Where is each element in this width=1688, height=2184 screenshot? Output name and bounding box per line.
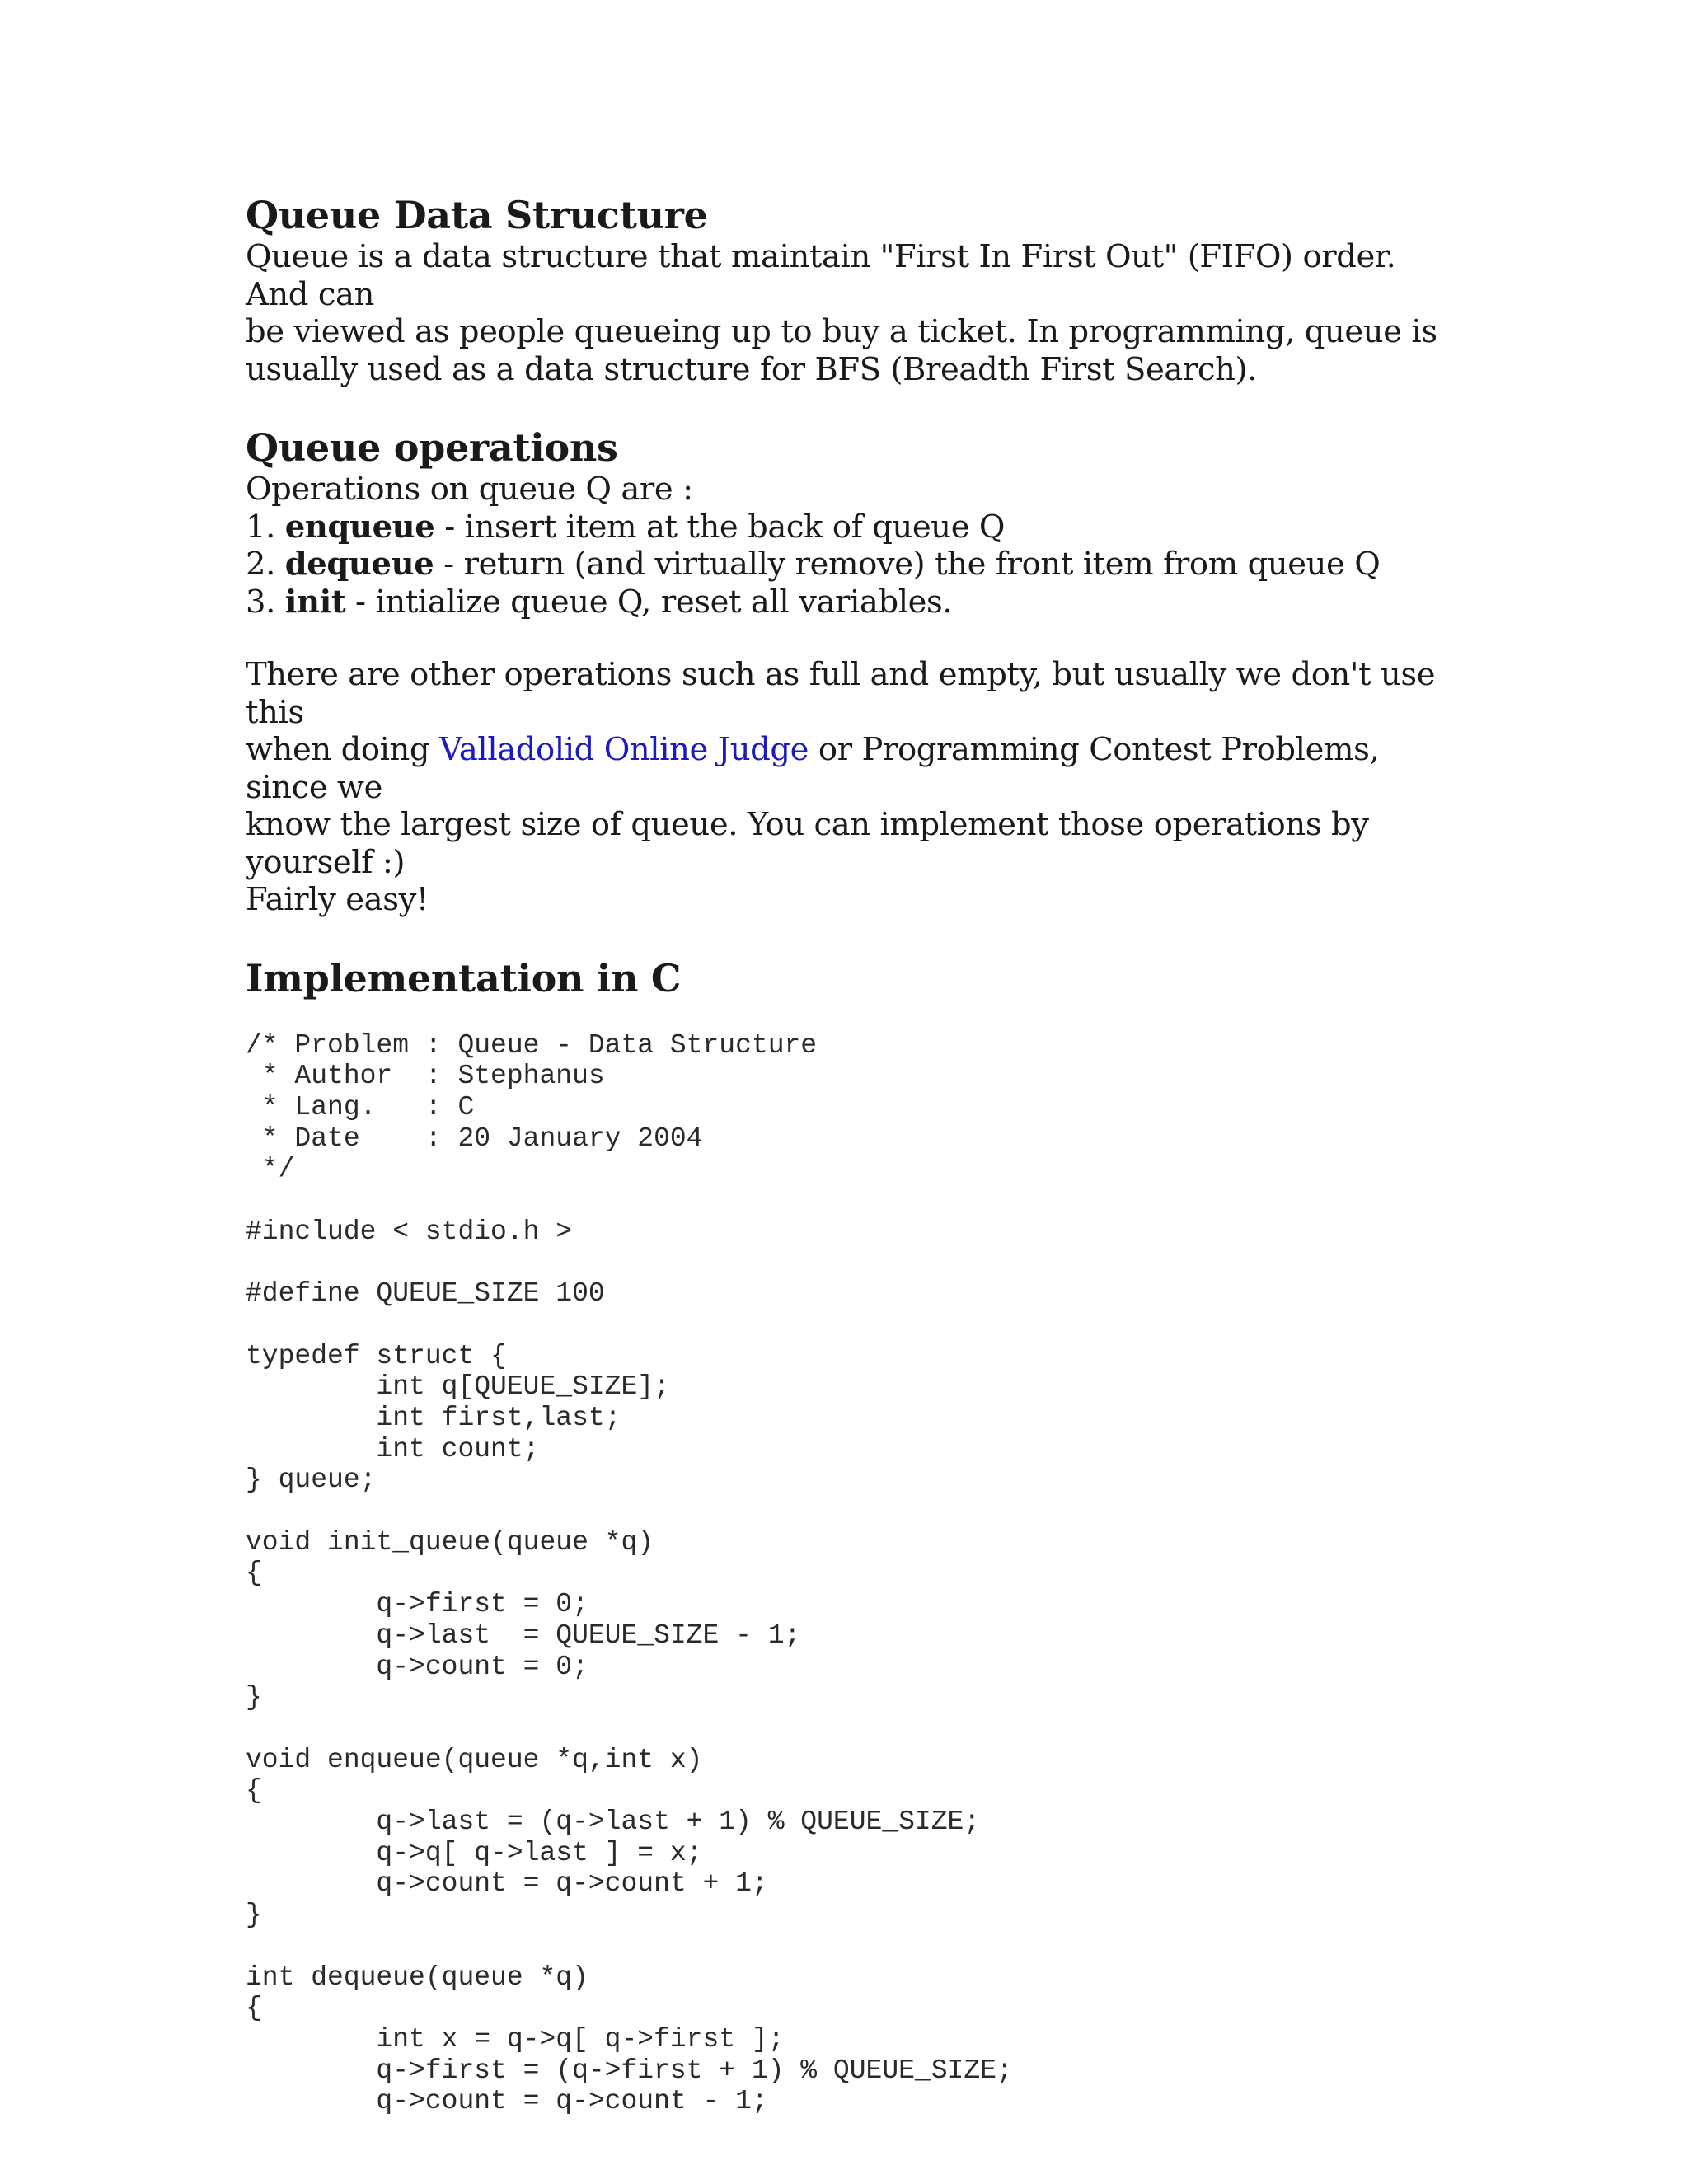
note-line-3: know the largest size of queue. You can implement those operations by yourself :)	[246, 806, 1369, 881]
operation-desc: - intialize queue Q, reset all variables.	[345, 583, 953, 621]
note-line-1: There are other operations such as full and empty, but usually we don't use this	[246, 656, 1436, 731]
intro-line-1: Queue is a data structure that maintain "First In First Out" (FIFO) order. And can	[246, 238, 1396, 313]
intro-line-2: be viewed as people queueing up to buy a ticket. In programming, queue is	[246, 313, 1437, 350]
operation-name: enqueue	[284, 508, 435, 546]
operation-item-init	[246, 583, 1449, 621]
operation-number: 3.	[246, 583, 275, 621]
operation-number: 1.	[246, 508, 275, 546]
operation-item-dequeue	[246, 546, 1449, 583]
intro-paragraph	[246, 238, 1449, 388]
operation-name: init	[284, 583, 346, 621]
note-line-2-before: when doing	[246, 731, 439, 768]
operations-list	[246, 471, 1449, 621]
document-page	[246, 192, 1449, 2117]
valladolid-online-judge-link[interactable]: Valladolid Online Judge	[438, 731, 809, 768]
operation-desc: - insert item at the back of queue Q	[434, 508, 1006, 546]
note-line-2-after: or Programming Contest Problems, since we	[246, 731, 1380, 806]
heading-queue-operations: Queue operations	[246, 425, 618, 470]
note-line-4: Fairly easy!	[246, 881, 429, 918]
heading-queue-data-structure: Queue Data Structure	[246, 193, 708, 237]
operation-desc: - return (and virtually remove) the front item from queue Q	[434, 546, 1381, 583]
operation-number: 2.	[246, 546, 275, 583]
heading-implementation-in-c: Implementation in C	[246, 955, 682, 1001]
code-block: /* Problem : Queue - Data Structure * Author : Stephanus * Lang. : C * Date : 20 January 2004 */ #include < stdio.h > #define QUEUE_SIZE 100 typedef struct { int q[QUEUE_SIZE]; int first,last; int count; } queue; void init_queue(queue *q) { q->first = 0; q->last = QUEUE_SIZE - 1; q->count = 0; } void enqueue(queue *q,int x) { q->last = (q->last + 1) % QUEUE_SIZE; q->q[ q->last ] = x; q->count = q->count + 1; } int dequeue(queue *q) { int x = q->q[ q->first ]; q->first = (q->first + 1) % QUEUE_SIZE; q->count = q->count - 1;	[246, 1029, 1013, 2117]
intro-line-3: usually used as a data structure for BFS (Breadth First Search).	[246, 350, 1257, 388]
operation-name: dequeue	[284, 546, 434, 583]
note-paragraph	[246, 656, 1449, 919]
operations-lead: Operations on queue Q are :	[246, 471, 693, 508]
operation-item-enqueue	[246, 509, 1449, 546]
